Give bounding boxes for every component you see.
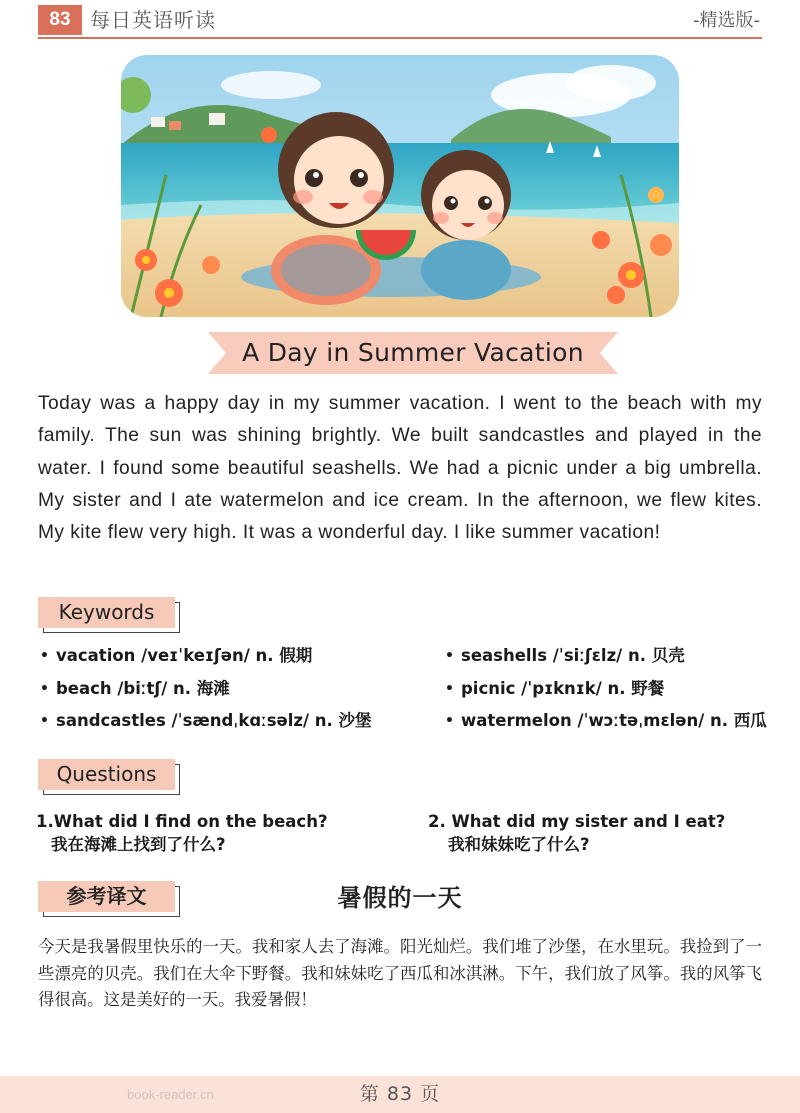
- page-footer: [0, 1076, 800, 1113]
- bullet-icon: •: [40, 648, 49, 664]
- translation-paragraph: 今天是我暑假里快乐的一天。我和家人去了海滩。阳光灿烂。我们堆了沙堡，在水里玩。我捡到了一些漂亮的贝壳。我们在大伞下野餐。我和妹妹吃了西瓜和冰淇淋。下午，我们放了风筝。我的风筝飞得很高。这是美好的一天。我爱暑假！: [38, 937, 762, 1009]
- story-title: A Day in Summer Vacation: [242, 338, 584, 367]
- bullet-icon: •: [445, 648, 454, 664]
- footer-page-number: 第 83 页: [359, 1083, 441, 1105]
- book-title: 每日英语听读: [90, 8, 216, 32]
- questions-label: Questions: [56, 762, 157, 786]
- question-1: [36, 810, 328, 856]
- bullet-icon: •: [445, 713, 454, 729]
- questions-section-tag: [38, 759, 180, 795]
- list-item: • watermelon /ˈwɔːtəˌmɛlən/ n. 西瓜: [443, 707, 800, 740]
- story-paragraph: Today was a happy day in my summer vacation. I went to the beach with my family. The sun was shining brightly. We built sandcastles and played in the water. I found some beautiful seashells. We had a picnic under a big umbrella. My sister and I ate watermelon and ice cream. In the afternoon, we flew kites. My kite flew very high. It was a wonderful day. I like summer vacation!: [38, 393, 762, 544]
- question-2: [428, 810, 725, 856]
- list-item: • seashells /ˈsiːʃɛlz/ n. 贝壳: [443, 642, 800, 675]
- beach-scene-image: [121, 55, 679, 317]
- question-english: 1.What did I find on the beach?: [36, 812, 328, 831]
- story-title-banner: [208, 332, 618, 374]
- keywords-section-tag: [38, 597, 180, 633]
- question-chinese: 我和妹妹吃了什么?: [448, 835, 590, 854]
- translation-section-tag: [38, 881, 180, 917]
- list-item: • vacation /veɪˈkeɪʃən/ n. 假期: [38, 642, 398, 675]
- bullet-icon: •: [445, 680, 454, 697]
- list-item: • picnic /ˈpɪknɪk/ n. 野餐: [443, 675, 800, 708]
- translation-title: 暑假的一天: [337, 884, 463, 912]
- keywords-left-column: [38, 642, 398, 740]
- edition-label: -精选版-: [693, 10, 760, 31]
- list-item: • sandcastles /ˈsændˌkɑːsəlz/ n. 沙堡: [38, 707, 398, 740]
- question-english: 2. What did my sister and I eat?: [428, 812, 726, 831]
- page-number-badge: 83: [38, 5, 82, 35]
- list-item: • beach /biːtʃ/ n. 海滩: [38, 675, 398, 708]
- bullet-icon: •: [40, 680, 49, 697]
- keywords-label: Keywords: [58, 600, 155, 624]
- beach-illustration: [121, 55, 679, 317]
- keywords-right-column: [443, 642, 800, 740]
- watermark: book-reader.cn: [127, 1087, 214, 1102]
- question-chinese: 我在海滩上找到了什么?: [51, 835, 226, 854]
- page-header: [38, 5, 762, 39]
- bullet-icon: •: [40, 713, 49, 729]
- translation-label: 参考译文: [66, 884, 147, 908]
